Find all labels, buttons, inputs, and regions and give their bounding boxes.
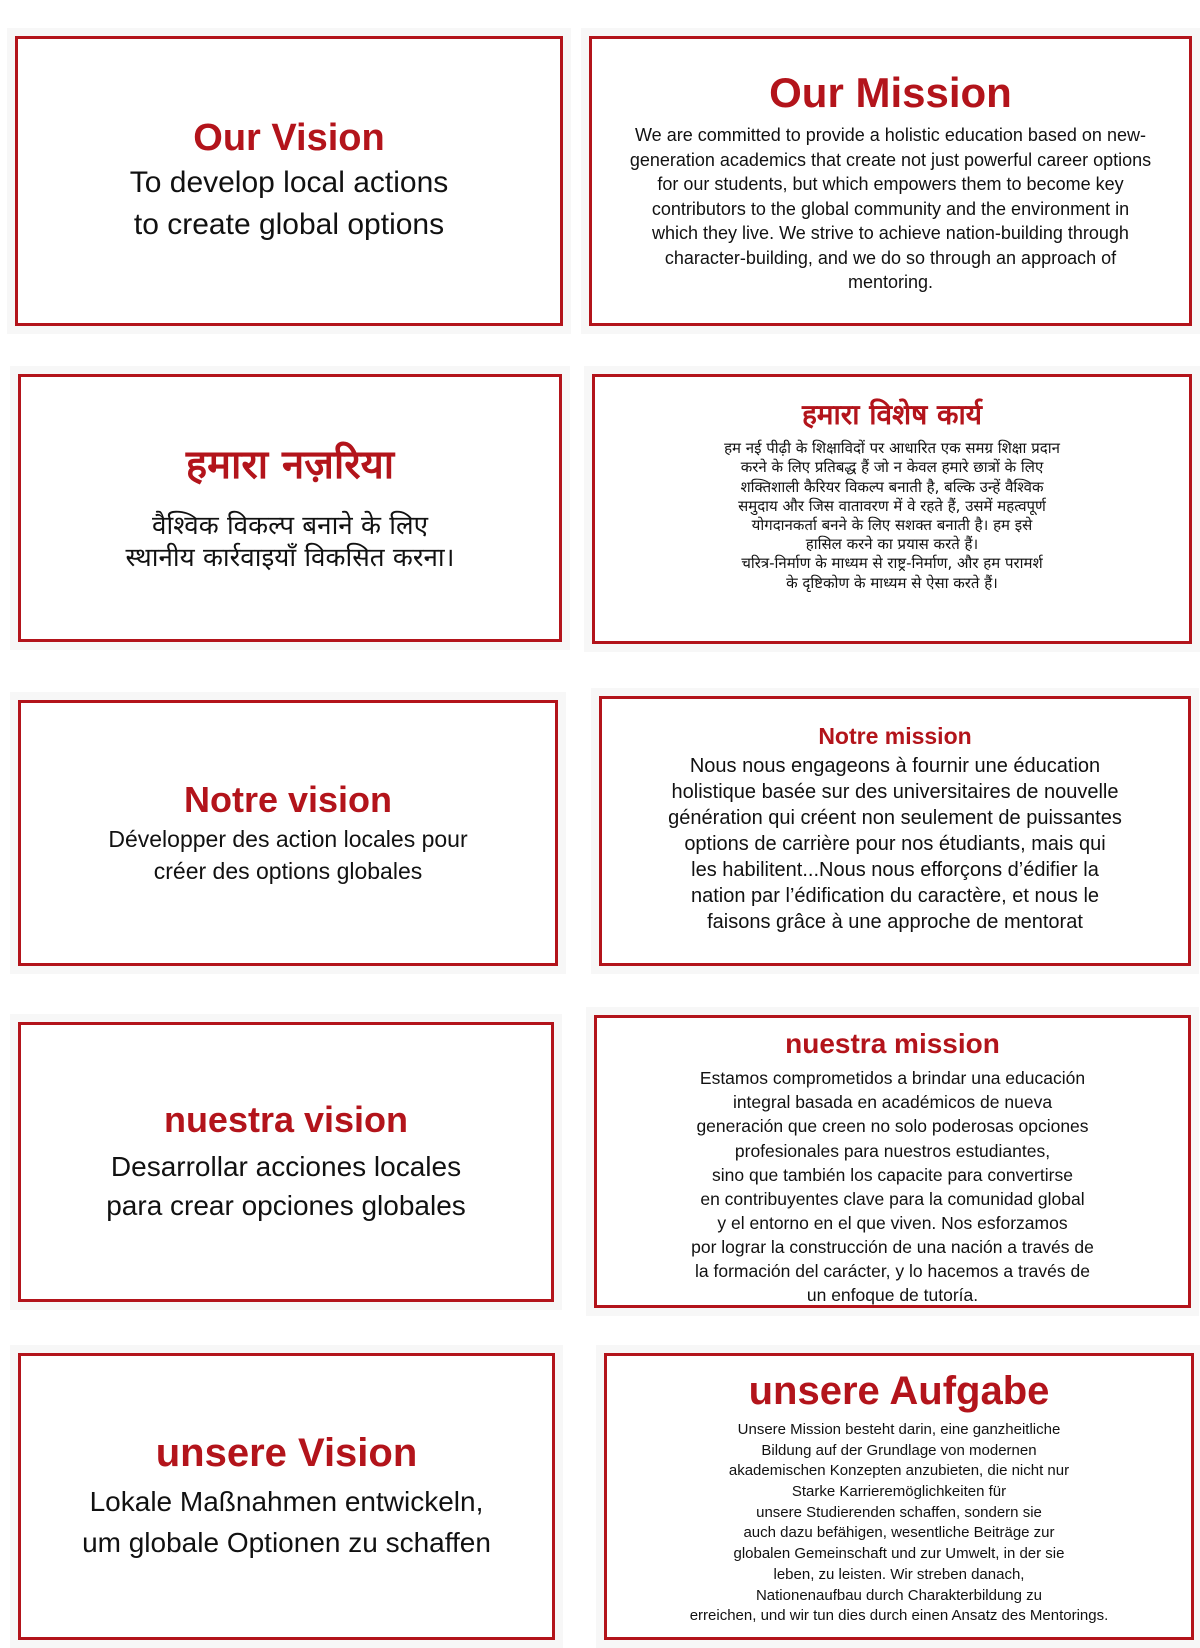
- card-title: हमारा नज़रिया: [185, 441, 395, 488]
- card-body: वैश्विक विकल्प बनाने के लिए स्थानीय कार्रवाइयाँ विकसित करना।: [125, 510, 455, 573]
- card-body: Estamos comprometidos a brindar una educación integral basada en académicos de nueva generación que creen no solo poderosas opciones profesionales para nuestros estudiantes, sino que también los capacite para convertirse en contribuyentes clave para la comunidad global y el entorno en el que viven. Nos esforzamos por lograr la construcción de una nación a través de la formación del carácter, y lo hacemos a través de un enfoque de tutoría.: [691, 1068, 1094, 1306]
- card-title: Our Vision: [193, 116, 385, 159]
- card-body: Nous nous engageons à fournir une éducation holistique basée sur des universitaires de nouvelle génération qui créent non seulement de puissantes options de carrière pour nos étudiants, mais qui les habilitent...Nous nous efforçons d’édifier la nation par l’édification du caractère, et nous le faisons grâce à une approche de mentorat: [668, 755, 1122, 934]
- card-body: We are committed to provide a holistic education based on new- generation academics that create not just powerful career options for our students, but which empowers them to become key contributors to the global community and the environment in which they live. We strive to achieve nation-building through character-building, and we do so through an approach of mentoring.: [629, 125, 1152, 293]
- card-title: Notre vision: [183, 778, 393, 820]
- card-body: Développer des action locales pour créer des options globales: [108, 825, 468, 884]
- card-french-vision: [18, 700, 558, 966]
- card-body: Lokale Maßnahmen entwickeln, um globale Optionen zu schaffen: [82, 1485, 491, 1558]
- card-body: हम नई पीढ़ी के शिक्षाविदों पर आधारित एक समग्र शिक्षा प्रदान करने के लिए प्रतिबद्ध हैं जो न केवल हमारे छात्रों के लिए शक्तिशाली कैरियर विकल्प बनाती है, बल्कि उन्हें वैश्विक समुदाय और जिस वातावरण में वे रहते हैं, उसमें महत्वपूर्ण योगदानकर्ता बनने के लिए सशक्त बनाती है। हम इसे हासिल करने का प्रयास करते हैं। चरित्र-निर्माण के माध्यम से राष्ट्र-निर्माण, और हम परामर्श के दृष्टिकोण के माध्यम से ऐसा करते हैं।: [724, 439, 1060, 592]
- card-title: unsere Vision: [155, 1430, 418, 1475]
- card-body: Desarrollar acciones locales para crear opciones globales: [106, 1150, 466, 1221]
- card-body: To develop local actions to create global options: [129, 166, 449, 241]
- card-title: nuestra vision: [163, 1099, 409, 1141]
- card-title: unsere Aufgabe: [748, 1369, 1050, 1413]
- card-german-mission: [604, 1353, 1194, 1640]
- card-english-vision: [15, 36, 563, 326]
- card-german-vision: [18, 1353, 555, 1640]
- card-english-mission: [589, 36, 1192, 326]
- card-spanish-vision: [18, 1022, 554, 1302]
- card-title: Notre mission: [818, 723, 972, 749]
- card-title: nuestra mission: [785, 1028, 1000, 1059]
- card-body: Unsere Mission besteht darin, eine ganzheitliche Bildung auf der Grundlage von modernen akademischen Konzepten anzubieten, die nicht nur Starke Karrieremöglichkeiten für unsere Studierenden schaffen, sondern sie auch dazu befähigen, wesentliche Beiträge zur globalen Gemeinschaft und zur Umwelt, in der sie leben, zu leisten. Wir streben danach, Nationenaufbau durch Charakterbildung zu erreichen, und wir tun dies durch einen Ansatz des Mentorings.: [689, 1421, 1109, 1625]
- card-hindi-vision: [18, 374, 562, 642]
- card-spanish-mission: [594, 1015, 1191, 1308]
- card-title: Our Mission: [769, 69, 1012, 116]
- card-hindi-mission: [592, 374, 1192, 644]
- card-french-mission: [599, 696, 1191, 966]
- card-title: हमारा विशेष कार्य: [801, 398, 983, 431]
